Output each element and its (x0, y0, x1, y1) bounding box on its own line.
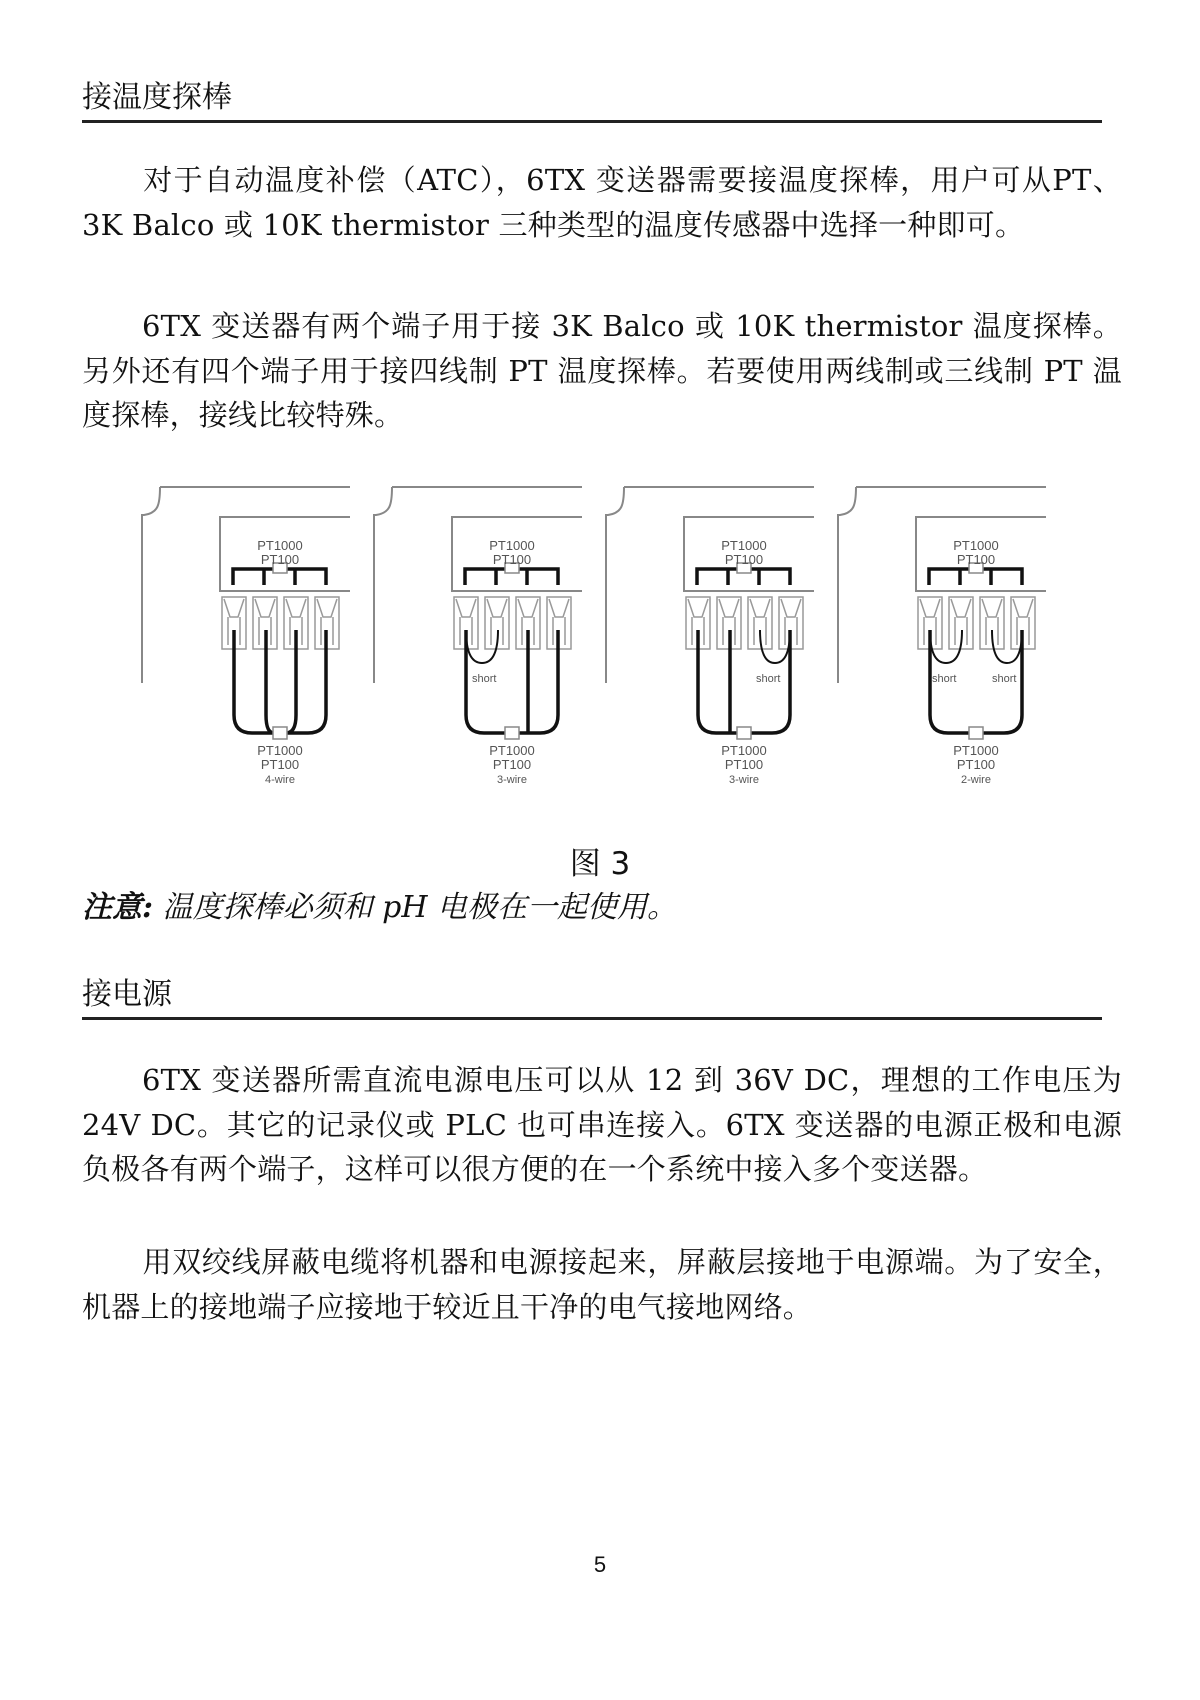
top-label-pt1000: PT1000 (721, 538, 767, 553)
wire-type-label: 3-wire (497, 774, 527, 786)
page-number: 5 (593, 1552, 607, 1577)
bottom-label-pt100: PT100 (956, 757, 996, 772)
wire-type-label: 2-wire (961, 774, 991, 786)
heading-text: 接温度探棒 (82, 80, 232, 115)
bottom-label-pt100: PT100 (724, 757, 764, 772)
top-label-pt1000: PT1000 (257, 538, 303, 553)
panel-4-wire (142, 487, 350, 786)
heading-text: 接电源 (82, 977, 172, 1012)
top-label-pt100: PT100 (956, 552, 996, 567)
wire-type-label: 3-wire (729, 774, 759, 786)
paragraph-text: 6TX 变送器所需直流电源电压可以从 12 到 36V DC，理想的工作电压为 24V DC。其它的记录仪或 PLC 也可串连接入。6TX 变送器的电源正极和电源负极各有两个端子，这样可以很方便的在一个系统中接入多个变送器。 (82, 1063, 1122, 1186)
figure-wiring-diagram (140, 475, 1080, 805)
top-label-pt1000: PT1000 (953, 538, 999, 553)
paragraph-text: 对于自动温度补偿（ATC），6TX 变送器需要接温度探棒，用户可从PT、3K Balco 或 10K thermistor 三种类型的温度传感器中选择一种即可。 (82, 163, 1122, 242)
paragraph-text: 用双绞线屏蔽电缆将机器和电源接起来，屏蔽层接地于电源端。为了安全，机器上的接地端子应接地于较近且干净的电气接地网络。 (82, 1245, 1122, 1324)
paragraph-text: 6TX 变送器有两个端子用于接 3K Balco 或 10K thermistor 温度探棒。另外还有四个端子用于接四线制 PT 温度探棒。若要使用两线制或三线制 PT 温度探棒，接线比较特殊。 (82, 309, 1122, 432)
bottom-label-pt1000: PT1000 (953, 743, 999, 758)
short-label: short (932, 673, 957, 685)
top-label-pt100: PT100 (724, 552, 764, 567)
section-heading-temperature-probe (82, 78, 1102, 123)
panel-2-wire (838, 487, 1046, 786)
bottom-label-pt1000: PT1000 (489, 743, 535, 758)
note-label: 注意: (82, 890, 154, 925)
paragraph-atc (82, 158, 1122, 247)
note-text: 温度探棒必须和 pH 电极在一起使用。 (153, 890, 678, 925)
wire-type-label: 4-wire (265, 774, 295, 786)
top-label-pt100: PT100 (260, 552, 300, 567)
panel-3-wire-short-left (374, 487, 582, 786)
short-label: short (756, 673, 781, 685)
bottom-label-pt100: PT100 (492, 757, 532, 772)
panel-3-wire-short-right (606, 487, 814, 786)
figure-caption: 图 3 (569, 846, 631, 882)
paragraph-power-voltage (82, 1058, 1122, 1192)
short-label: short (992, 673, 1017, 685)
top-label-pt100: PT100 (492, 552, 532, 567)
paragraph-shielding (82, 1240, 1122, 1329)
section-heading-power-supply (82, 975, 1102, 1020)
heading-underline (82, 1017, 1102, 1020)
paragraph-terminals (82, 304, 1122, 438)
short-label: short (472, 673, 497, 685)
top-label-pt1000: PT1000 (489, 538, 535, 553)
bottom-label-pt1000: PT1000 (257, 743, 303, 758)
heading-underline (82, 120, 1102, 123)
bottom-label-pt1000: PT1000 (721, 743, 767, 758)
bottom-label-pt100: PT100 (260, 757, 300, 772)
note (82, 882, 677, 926)
